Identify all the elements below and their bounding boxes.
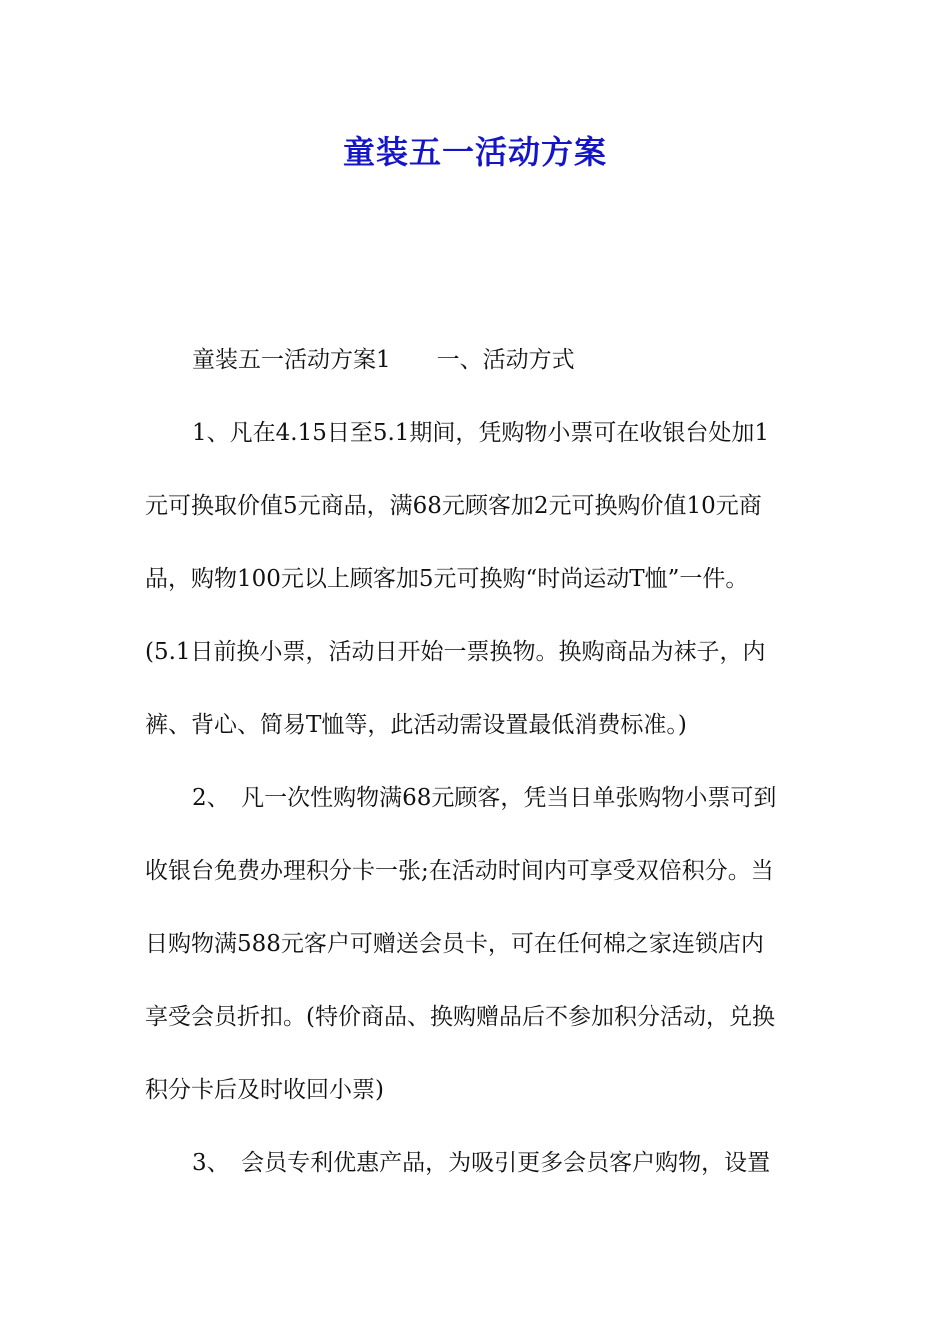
text-line: 1、凡在4.15日至5.1期间，凭购物小票可在收银台处加1 [192, 420, 770, 446]
document-title: 童装五一活动方案 [342, 133, 607, 171]
text-line: 2、 凡一次性购物满68元顾客，凭当日单张购物小票可到 [192, 785, 777, 811]
text-line: 3、 会员专利优惠产品，为吸引更多会员客户购物，设置 [192, 1150, 771, 1176]
text-line: 享受会员折扣。(特价商品、换购赠品后不参加积分活动，兑换 [145, 1004, 775, 1030]
text-line: 童装五一活动方案1 一、活动方式 [192, 347, 575, 373]
document-body [145, 331, 825, 1207]
text-line: 日购物满588元客户可赠送会员卡，可在任何棉之家连锁店内 [145, 931, 764, 957]
text-line: (5.1日前换小票，活动日开始一票换物。换购商品为袜子，内 [145, 639, 766, 665]
text-line: 积分卡后及时收回小票) [145, 1077, 384, 1103]
text-line: 收银台免费办理积分卡一张;在活动时间内可享受双倍积分。当 [145, 858, 774, 884]
text-line: 裤、背心、简易T恤等，此活动需设置最低消费标准。) [145, 712, 687, 738]
text-line: 品，购物100元以上顾客加5元可换购“时尚运动T恤”一件。 [145, 566, 749, 592]
text-line: 元可换取价值5元商品，满68元顾客加2元可换购价值10元商 [145, 493, 762, 519]
